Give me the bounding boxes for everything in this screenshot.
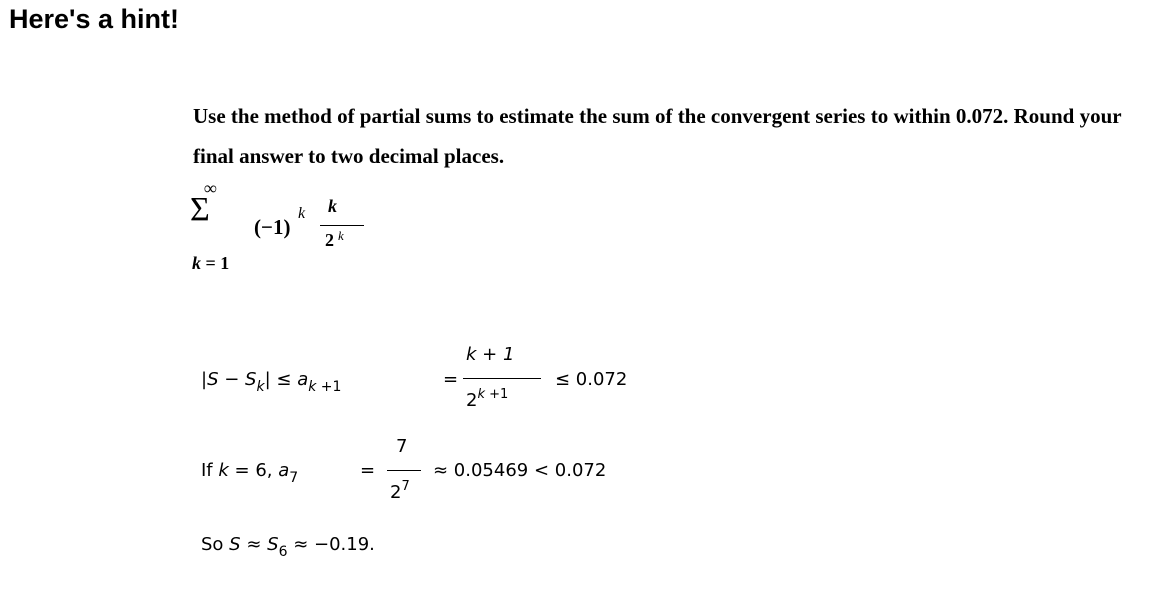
error-bound-lhs — [201, 369, 342, 395]
series-denominator-exponent: k — [338, 228, 344, 243]
abs-open: | — [201, 369, 208, 390]
S-symbol: S — [229, 534, 241, 555]
partial-sum-subscript: k — [256, 379, 265, 395]
series-expression — [190, 178, 410, 288]
S6-symbol: S — [267, 534, 279, 555]
partial-sum-symbol: S — [245, 369, 257, 390]
bound-numerator-text: k + 1 — [466, 344, 515, 365]
problem-statement: Use the method of partial sums to estimate the sum of the convergent series to within 0.072. Round your final answer to two decimal places. — [193, 104, 1122, 168]
sum-lower-limit — [192, 253, 229, 274]
term-subscript-rest: +1 — [316, 379, 342, 395]
sign-base: (−1) — [254, 215, 291, 239]
bound-rhs: ≤ 0.072 — [555, 369, 628, 390]
bound-denominator-base: 2 — [466, 390, 478, 411]
term-subscript-var: k — [308, 379, 317, 395]
final-answer: ≈ −0.19. — [287, 534, 375, 555]
page-heading: Here's a hint! — [9, 4, 179, 34]
index-var: k — [192, 253, 201, 273]
k6-fraction-bar — [387, 470, 421, 471]
k6-lhs — [201, 460, 299, 486]
equals-sign: = — [443, 369, 459, 390]
bound-denominator-exponent — [477, 387, 508, 402]
sum-symbol: S — [207, 369, 219, 390]
series-numerator: k — [328, 196, 337, 216]
bound-exp-rest: +1 — [484, 387, 509, 402]
series-denominator-base: 2 — [325, 230, 334, 250]
k-value: = 6, — [228, 460, 279, 481]
k-var: k — [218, 460, 229, 481]
k6-numerator: 7 — [396, 436, 408, 457]
k6-den-exp: 7 — [401, 479, 410, 494]
bound-fraction-bar — [463, 378, 541, 379]
if-text: If — [201, 460, 219, 481]
k6-rhs: ≈ 0.05469 < 0.072 — [433, 460, 607, 481]
term-symbol: a — [297, 369, 309, 390]
conclusion-text — [201, 534, 375, 560]
sigma-symbol: Σ — [190, 191, 210, 228]
index-start: = 1 — [201, 253, 230, 273]
k6-den-base: 2 — [390, 482, 402, 503]
approx-sign: ≈ — [240, 534, 268, 555]
fraction-bar — [320, 225, 364, 226]
minus-sign: − — [218, 369, 246, 390]
sum-upper-limit: ∞ — [204, 178, 217, 198]
k6-equals: = — [360, 460, 376, 481]
a7-symbol: a — [278, 460, 290, 481]
sign-exponent: k — [298, 205, 306, 222]
term-subscript — [308, 379, 341, 395]
abs-close: | ≤ — [264, 369, 298, 390]
S6-subscript: 6 — [278, 544, 288, 560]
so-text: So — [201, 534, 230, 555]
bound-exp-var: k — [477, 387, 485, 402]
k6-denominator — [390, 479, 410, 503]
bound-denominator — [466, 387, 509, 411]
bound-numerator — [466, 344, 514, 365]
a7-subscript: 7 — [289, 470, 299, 486]
